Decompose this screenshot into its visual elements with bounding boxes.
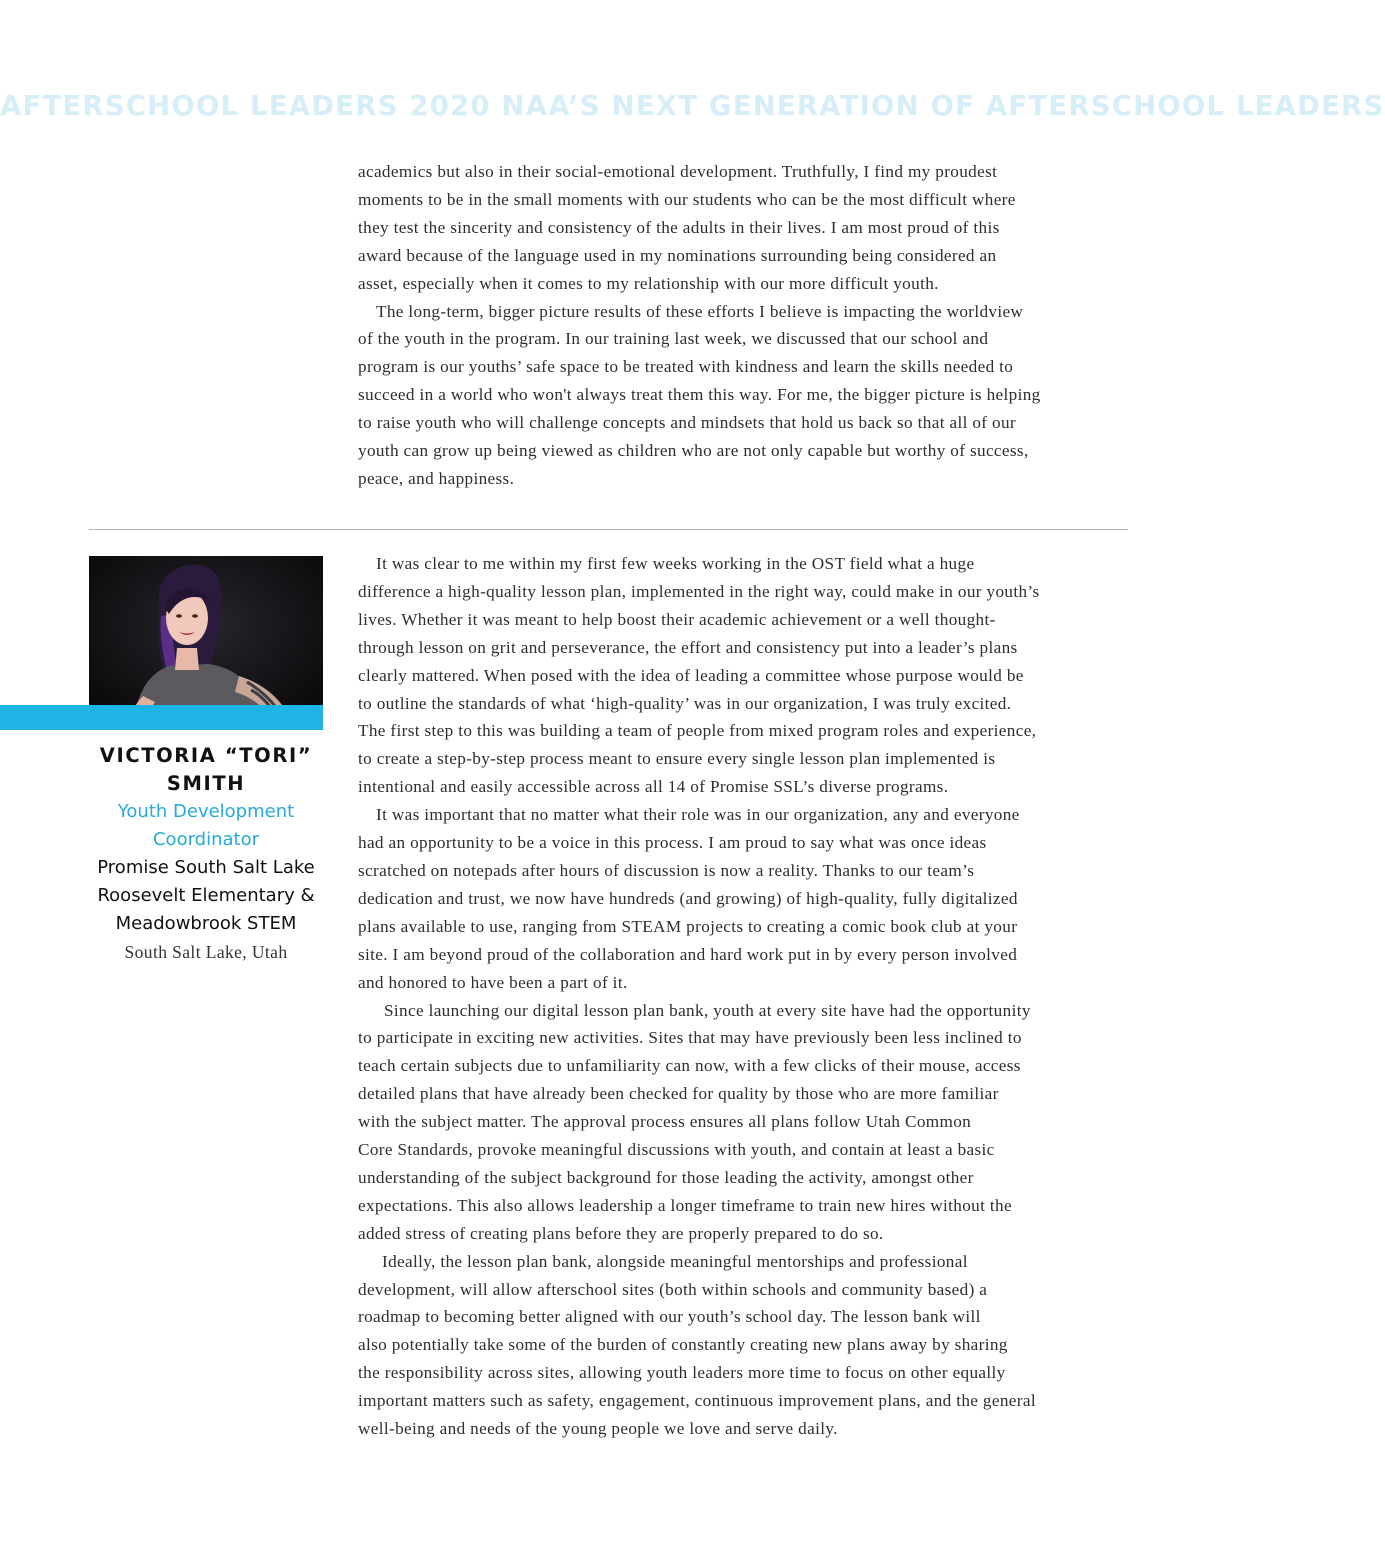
text-line: expectations. This also allows leadership a longer timeframe to train new hires without the [358, 1195, 1012, 1215]
text-line: scratched on notepads after hours of discussion is now a reality. Thanks to our team’s [358, 860, 975, 880]
text-line: understanding of the subject background for those leading the activity, amongst other [358, 1167, 974, 1187]
text-line: of the youth in the program. In our training last week, we discussed that our school and [358, 329, 989, 349]
text-line: The long-term, bigger picture results of these efforts I believe is impacting the worldview [376, 301, 1024, 321]
person-org-line1: Promise South Salt Lake [97, 857, 315, 878]
text-line: the responsibility across sites, allowing youth leaders more time to focus on other equally [358, 1363, 1006, 1383]
text-line: to create a step-by-step process meant to ensure every single lesson plan implemented is [358, 749, 996, 769]
accent-bar [0, 705, 89, 730]
person-org-line2: Roosevelt Elementary & [97, 885, 315, 906]
text-line: clearly mattered. When posed with the idea of leading a committee whose purpose would be [358, 665, 1024, 685]
header-banner: AFTERSCHOOL LEADERS 2020 NAA’S NEXT GENERATION OF AFTERSCHOOL LEADERS [0, 90, 1385, 122]
profile-sidebar [89, 742, 323, 966]
text-line: they test the sincerity and consistency of the adults in their lives. I am most proud of this [358, 217, 1000, 237]
person-name-line2: SMITH [166, 772, 246, 795]
text-line: asset, especially when it comes to my relationship with our more difficult youth. [358, 273, 939, 293]
text-line: site. I am beyond proud of the collaboration and hard work put in by every person involved [358, 944, 1018, 964]
text-line: with the subject matter. The approval process ensures all plans follow Utah Common [358, 1112, 972, 1132]
section-divider [89, 529, 1128, 530]
text-line: detailed plans that have already been checked for quality by those who are more familiar [358, 1084, 999, 1104]
text-line: academics but also in their social-emotional development. Truthfully, I find my proudest [358, 162, 998, 181]
text-line: and honored to have been a part of it. [358, 972, 628, 992]
text-line: to outline the standards of what ‘high-quality’ was in our organization, I was truly excited. [358, 693, 1012, 713]
person-title-line2: Coordinator [152, 829, 259, 850]
text-line: development, will allow afterschool sites (both within schools and community based) a [358, 1279, 988, 1299]
profile-photo [89, 556, 323, 730]
text-line: also potentially take some of the burden of constantly creating new plans away by sharing [358, 1335, 1008, 1355]
photo-accent-bar [89, 705, 323, 730]
text-line: peace, and happiness. [358, 468, 515, 488]
text-line: to raise youth who will challenge concepts and mindsets that hold us back so that all of our [358, 413, 1016, 433]
text-line: intentional and easily accessible across all 14 of Promise SSL’s diverse programs. [358, 777, 949, 797]
continued-article-text [358, 158, 1138, 493]
text-line: plans available to use, ranging from STEAM projects to creating a comic book club at your [358, 916, 1018, 936]
text-line: through lesson on grit and perseverance, the effort and consistency put into a leader’s plans [358, 637, 1018, 657]
person-org-line3: Meadowbrook STEM [115, 913, 297, 934]
text-line: award because of the language used in my nominations surrounding being considered an [358, 245, 997, 265]
portrait-illustration [89, 556, 323, 730]
essay-text [358, 550, 1138, 1443]
text-line: succeed in a world who won't always treat them this way. For me, the bigger picture is helping [358, 385, 1041, 405]
text-line: roadmap to becoming better aligned with our youth’s school day. The lesson bank will [358, 1307, 981, 1327]
text-line: had an opportunity to be a voice in this process. I am proud to say what was once ideas [358, 833, 987, 853]
person-name-line1: VICTORIA “TORI” [99, 744, 313, 767]
text-line: The first step to this was building a team of people from mixed program roles and experience, [358, 721, 1037, 741]
text-line: Ideally, the lesson plan bank, alongside meaningful mentorships and professional [382, 1251, 968, 1271]
person-title-line1: Youth Development [117, 801, 295, 822]
text-line: well-being and needs of the young people we love and serve daily. [358, 1419, 838, 1439]
text-line: youth can grow up being viewed as children who are not only capable but worthy of success, [358, 441, 1029, 461]
text-line: Core Standards, provoke meaningful discussions with youth, and contain at least a basic [358, 1140, 995, 1160]
text-line: difference a high-quality lesson plan, implemented in the right way, could make in our youth’s [358, 581, 1040, 601]
text-line: dedication and trust, we now have hundreds (and growing) of high-quality, fully digitalized [358, 888, 1018, 908]
person-location: South Salt Lake, Utah [124, 942, 288, 962]
text-line: to participate in exciting new activities. Sites that may have previously been less inclined to [358, 1028, 1022, 1048]
text-line: added stress of creating plans before they are properly prepared to do so. [358, 1223, 884, 1243]
text-line: important matters such as safety, engagement, continuous improvement plans, and the general [358, 1391, 1036, 1411]
text-line: It was clear to me within my first few weeks working in the OST field what a huge [376, 554, 975, 573]
text-line: Since launching our digital lesson plan bank, youth at every site have had the opportunity [384, 1000, 1031, 1020]
text-line: teach certain subjects due to unfamiliarity can now, with a few clicks of their mouse, access [358, 1056, 1021, 1076]
text-line: program is our youths’ safe space to be treated with kindness and learn the skills needed to [358, 357, 1014, 377]
text-line: It was important that no matter what their role was in our organization, any and everyone [376, 805, 1020, 825]
text-line: lives. Whether it was meant to help boost their academic achievement or a well thought- [358, 609, 996, 629]
text-line: moments to be in the small moments with our students who can be the most difficult where [358, 189, 1016, 209]
